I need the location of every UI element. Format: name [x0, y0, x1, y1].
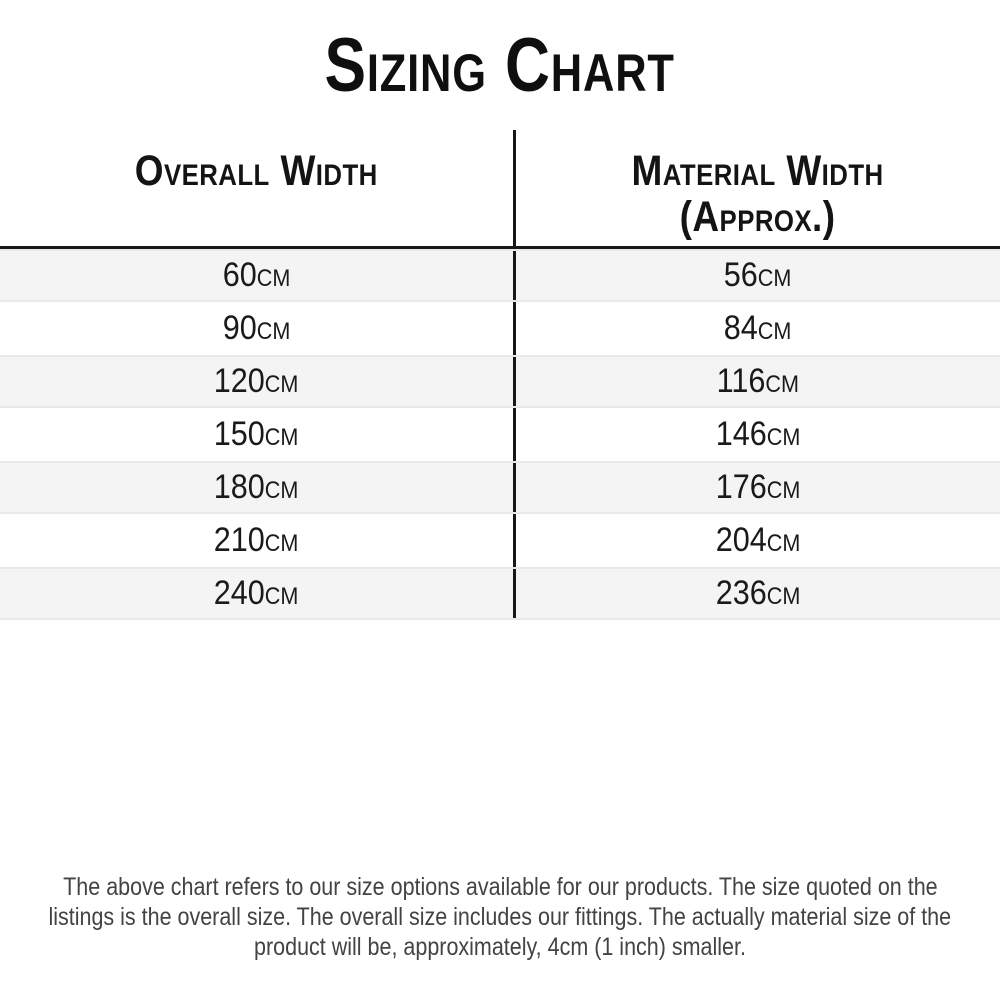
footnote-text: The above chart refers to our size options available for our products. The size quoted on the	[62, 873, 938, 901]
page-title	[0, 0, 1000, 130]
material-width-cell	[513, 569, 1000, 618]
footnote-text: listings is the overall size. The overall size includes our fittings. The actually material size of the	[48, 903, 952, 931]
table-row	[0, 514, 1000, 567]
column-header-subline	[516, 194, 1000, 240]
material-width-value: 56cm	[724, 256, 792, 294]
footnote-line	[0, 872, 1000, 902]
column-header-overall-width	[0, 130, 513, 246]
overall-width-cell	[0, 302, 513, 355]
material-width-value: 116cm	[716, 362, 800, 400]
column-header-label: Material Width	[631, 146, 885, 195]
column-header-line	[0, 148, 513, 194]
table-row	[0, 408, 1000, 461]
overall-width-cell	[0, 463, 513, 512]
overall-width-value: 210cm	[214, 521, 299, 559]
material-width-cell	[513, 251, 1000, 300]
overall-width-value: 60cm	[222, 256, 291, 294]
column-header-line	[516, 148, 1000, 194]
overall-width-value: 90cm	[222, 309, 291, 347]
overall-width-cell	[0, 514, 513, 567]
material-width-cell	[513, 302, 1000, 355]
material-width-value: 236cm	[715, 574, 801, 612]
material-width-cell	[513, 463, 1000, 512]
overall-width-cell	[0, 251, 513, 300]
overall-width-value: 120cm	[214, 362, 299, 400]
footnote-line	[0, 932, 1000, 962]
footnote	[0, 872, 1000, 962]
material-width-cell	[513, 408, 1000, 461]
overall-width-cell	[0, 408, 513, 461]
material-width-value: 146cm	[715, 415, 801, 453]
page-title-text: Sizing Chart	[324, 22, 676, 108]
table-row	[0, 461, 1000, 514]
column-header-label: Overall Width	[135, 146, 378, 195]
footnote-text: product will be, approximately, 4cm (1 inch) smaller.	[254, 933, 746, 961]
overall-width-cell	[0, 569, 513, 618]
column-header-material-width	[513, 130, 1000, 246]
table-row	[0, 355, 1000, 408]
column-header-sublabel: (Approx.)	[680, 192, 836, 241]
overall-width-value: 240cm	[214, 574, 299, 612]
overall-width-cell	[0, 357, 513, 406]
column-header-subline	[0, 194, 513, 240]
table-row	[0, 249, 1000, 302]
material-width-cell	[513, 357, 1000, 406]
table-row	[0, 302, 1000, 355]
material-width-cell	[513, 514, 1000, 567]
table-header-row	[0, 130, 1000, 249]
overall-width-value: 180cm	[214, 468, 299, 506]
material-width-value: 176cm	[715, 468, 801, 506]
material-width-value: 84cm	[724, 309, 792, 347]
table-body	[0, 249, 1000, 620]
sizing-table	[0, 130, 1000, 620]
overall-width-value: 150cm	[214, 415, 299, 453]
material-width-value: 204cm	[715, 521, 801, 559]
footnote-line	[0, 902, 1000, 932]
table-row	[0, 567, 1000, 620]
